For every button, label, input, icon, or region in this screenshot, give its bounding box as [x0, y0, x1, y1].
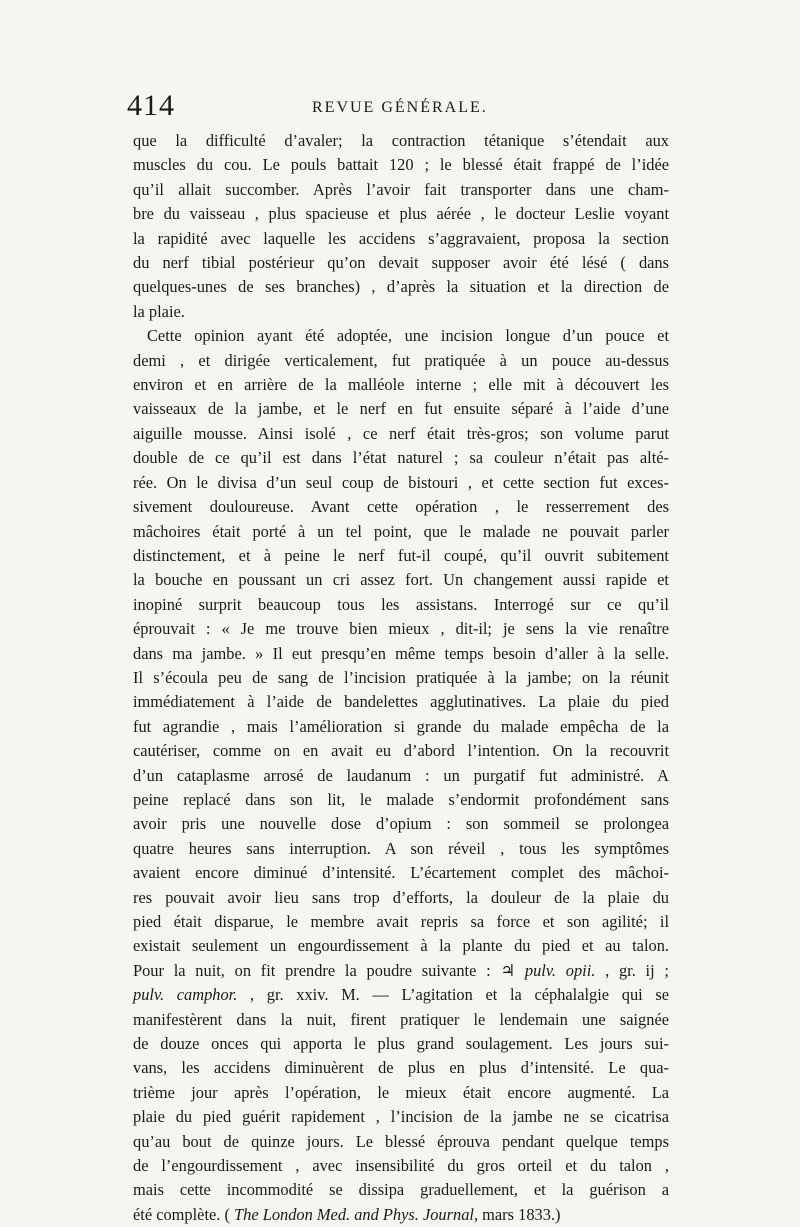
text-line: demi , et dirigée verticalement, fut pratiquée à un pouce au-dessus [133, 350, 669, 370]
text-line: peine replacé dans son lit, le malade s’endormit profondément sans [133, 789, 669, 809]
text-line: Il s’écoula peu de sang de l’incision pratiquée à la jambe; on la réunit [133, 667, 669, 687]
text-line: que la difficulté d’avaler; la contraction tétanique s’étendait aux [133, 131, 669, 150]
text-line: distinctement, et à peine le nerf fut-il coupé, qu’il ouvrit subitement [133, 545, 669, 565]
citation-source: The London Med. and Phys. Journal, [234, 1204, 479, 1224]
text-line: du nerf tibial postérieur qu’on devait supposer avoir été lésé ( dans [133, 253, 669, 273]
text-line: inopiné surprit beaucoup tous les assistans. Interrogé sur ce qu’il [133, 594, 669, 614]
formula-line [133, 983, 669, 1007]
text-line: aiguille mousse. Ainsi isolé , ce nerf était très-gros; son volume parut [133, 423, 669, 443]
text-line: immédiatement à l’aide de bandelettes agglutinatives. La plaie du pied [133, 692, 669, 712]
paragraph-1 [133, 129, 669, 324]
rx-symbol: ♃ [500, 960, 516, 980]
text-line: existait seulement un engourdissement à la plante du pied et au talon. [133, 936, 669, 956]
text-line: cautériser, comme on en avait eu d’abord l’intention. On la recouvrit [133, 741, 669, 761]
text-line: vaisseaux de la jambe, et le nerf en fut ensuite séparé à l’aide d’une [133, 399, 669, 419]
page-number: 414 [127, 89, 175, 122]
text-line: res pouvait avoir lieu sans trop d’efforts, la douleur de la plaie du [133, 887, 669, 907]
text-line: éprouvait : « Je me trouve bien mieux , dit-il; je sens la vie renaître [133, 619, 669, 639]
text-line: qu’au bout de quinze jours. Le blessé éprouva pendant quelque temps [133, 1131, 669, 1151]
text-line: bre du vaisseau , plus spacieuse et plus aérée , le docteur Leslie voyant [133, 204, 669, 224]
text-line: Cette opinion ayant été adoptée, une incision longue d’un pouce et [147, 326, 669, 346]
text-line: sivement douloureuse. Avant cette opération , le resserrement des [133, 497, 669, 517]
text-line: rée. On le divisa d’un seul coup de bistouri , et cette section fut exces- [133, 472, 669, 492]
text-line: pied était disparue, le membre avait repris sa force et son agilité; il [133, 912, 669, 931]
text-line: quatre heures sans interruption. A son réveil , tous les symptômes [133, 838, 669, 858]
text-line: de l’engourdissement , avec insensibilité du gros orteil et du talon , [133, 1156, 669, 1176]
citation-date: mars 1833.) [478, 1204, 561, 1224]
text-line: la bouche en poussant un cri assez fort. Un changement aussi rapide et [133, 570, 669, 590]
text-line: trième jour après l’opération, le mieux était encore augmenté. La [133, 1082, 669, 1102]
body-text [133, 129, 669, 1227]
paragraph-2 [133, 324, 669, 1227]
running-head: REVUE GÉNÉRALE. [312, 99, 488, 116]
text-line: qu’il allait succomber. Après l’avoir fait transporter dans une cham- [133, 179, 669, 199]
page-header [127, 90, 667, 124]
text-line: double de ce qu’il est dans l’état naturel ; sa couleur n’était pas alté- [133, 448, 669, 468]
text-line: quelques-unes de ses branches) , d’après la situation et la direction de [133, 277, 669, 297]
text-line: mâchoires était porté à un tel point, que le malade ne pouvait parler [133, 521, 669, 541]
text-line: fut agrandie , mais l’amélioration si grande du malade empêcha de la [133, 716, 669, 736]
drug-dose: , gr. ij ; [595, 960, 669, 980]
citation-intro: été complète. ( [133, 1204, 235, 1224]
text-line: la plaie. [133, 301, 185, 321]
text-line: dans ma jambe. » Il eut presqu’en même temps besoin d’aller à la selle. [133, 643, 669, 663]
formula-rest: , gr. xxiv. M. — L’agitation et la céphalalgie qui se [237, 985, 670, 1005]
text-line: plaie du pied guérit rapidement , l’incision de la jambe ne se cicatrisa [133, 1107, 669, 1127]
text-line: avaient encore diminué d’intensité. L’écartement complet des mâchoi- [133, 863, 669, 883]
drug-name: pulv. opii. [515, 960, 596, 980]
text-line: environ et en arrière de la malléole interne ; elle mit à découvert les [133, 375, 669, 395]
text-line: muscles du cou. Le pouls battait 120 ; le blessé était frappé de l’idée [133, 155, 669, 175]
text-line: avoir pris une nouvelle dose d’opium : son sommeil se prolongea [133, 814, 669, 834]
text-line: vans, les accidens diminuèrent de plus en plus d’intensité. Le qua- [133, 1058, 669, 1078]
drug-name: pulv. camphor. [133, 985, 238, 1005]
formula-line [133, 959, 669, 983]
text-line: la rapidité avec laquelle les accidens s’aggravaient, proposa la section [133, 228, 669, 248]
text-line: d’un cataplasme arrosé de laudanum : un purgatif fut administré. A [133, 765, 669, 785]
formula-intro: Pour la nuit, on fit prendre la poudre suivante : [133, 960, 501, 980]
text-line: de douze onces qui apporta le plus grand soulagement. Les jours sui- [133, 1034, 669, 1054]
text-line: mais cette incommodité se dissipa graduellement, et la guérison a [133, 1180, 669, 1200]
text-line: manifestèrent dans la nuit, firent pratiquer le lendemain une saignée [133, 1009, 669, 1029]
